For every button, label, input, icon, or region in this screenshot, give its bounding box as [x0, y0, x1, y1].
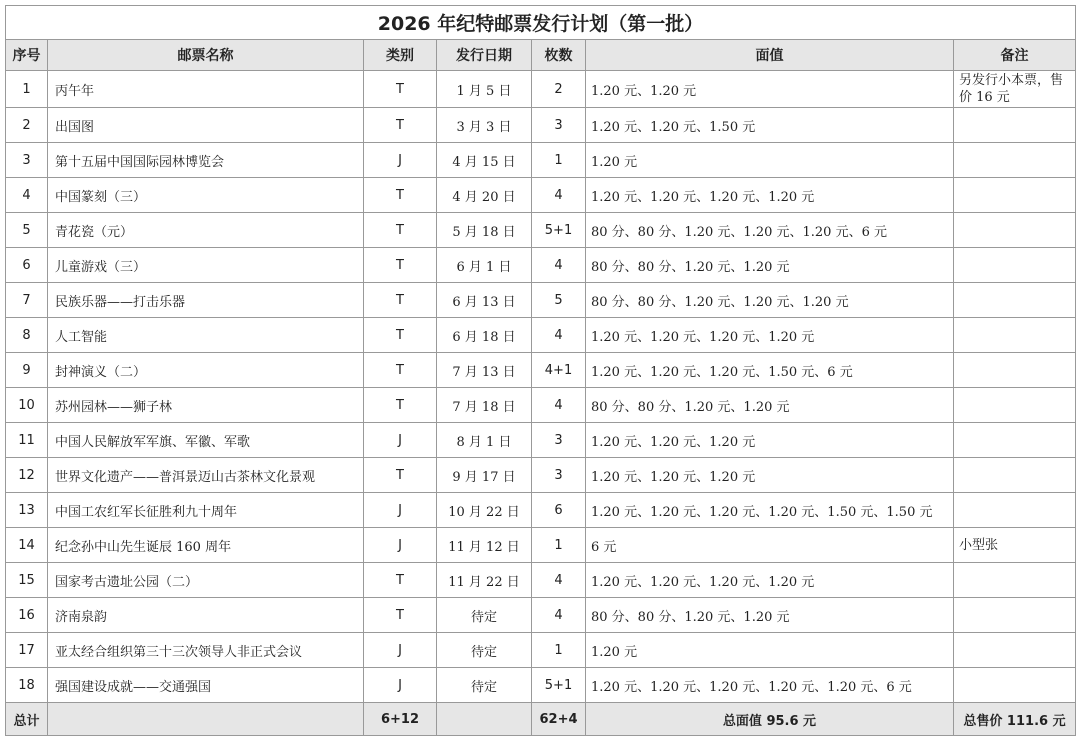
- total-label: 总计: [6, 703, 48, 736]
- table-body: [6, 71, 1076, 703]
- cell-type: T: [364, 563, 437, 598]
- table-row: [6, 493, 1076, 528]
- cell-issue-date: 7 月 18 日: [437, 388, 532, 423]
- cell-issue-date: 11 月 12 日: [437, 528, 532, 563]
- cell-face-value: 80 分、80 分、1.20 元、1.20 元: [586, 388, 954, 423]
- cell-count: 1: [532, 528, 586, 563]
- total-face-value: 总面值 95.6 元: [586, 703, 954, 736]
- cell-face-value: 1.20 元、1.20 元、1.20 元、1.20 元、1.50 元、1.50 元: [586, 493, 954, 528]
- cell-no: 11: [6, 423, 48, 458]
- table-row: [6, 178, 1076, 213]
- cell-note: 另发行小本票，售价 16 元: [954, 71, 1076, 108]
- cell-stamp-name: 丙午年: [48, 71, 364, 108]
- cell-note: [954, 248, 1076, 283]
- cell-stamp-name: 国家考古遗址公园（二）: [48, 563, 364, 598]
- cell-type: T: [364, 178, 437, 213]
- cell-no: 6: [6, 248, 48, 283]
- table-row: [6, 318, 1076, 353]
- cell-count: 6: [532, 493, 586, 528]
- cell-face-value: 80 分、80 分、1.20 元、1.20 元、1.20 元、6 元: [586, 213, 954, 248]
- cell-face-value: 1.20 元: [586, 143, 954, 178]
- cell-face-value: 1.20 元、1.20 元、1.20 元、1.20 元、1.20 元、6 元: [586, 668, 954, 703]
- cell-count: 4: [532, 388, 586, 423]
- cell-note: [954, 458, 1076, 493]
- cell-stamp-name: 中国篆刻（三）: [48, 178, 364, 213]
- cell-no: 8: [6, 318, 48, 353]
- total-row: [6, 703, 1076, 736]
- cell-note: [954, 178, 1076, 213]
- cell-type: J: [364, 668, 437, 703]
- cell-type: T: [364, 598, 437, 633]
- cell-issue-date: 待定: [437, 598, 532, 633]
- cell-no: 10: [6, 388, 48, 423]
- header-count: 枚数: [532, 40, 586, 71]
- cell-no: 15: [6, 563, 48, 598]
- cell-type: T: [364, 318, 437, 353]
- cell-note: 小型张: [954, 528, 1076, 563]
- table-row: [6, 528, 1076, 563]
- cell-no: 17: [6, 633, 48, 668]
- cell-no: 14: [6, 528, 48, 563]
- cell-count: 1: [532, 143, 586, 178]
- cell-issue-date: 11 月 22 日: [437, 563, 532, 598]
- cell-stamp-name: 中国人民解放军军旗、军徽、军歌: [48, 423, 364, 458]
- cell-face-value: 1.20 元: [586, 633, 954, 668]
- cell-note: [954, 668, 1076, 703]
- cell-issue-date: 4 月 15 日: [437, 143, 532, 178]
- header-no: 序号: [6, 40, 48, 71]
- cell-no: 3: [6, 143, 48, 178]
- cell-count: 4: [532, 318, 586, 353]
- table-row: [6, 423, 1076, 458]
- cell-count: 3: [532, 108, 586, 143]
- table-row: [6, 458, 1076, 493]
- cell-note: [954, 423, 1076, 458]
- cell-face-value: 1.20 元、1.20 元、1.20 元、1.20 元: [586, 318, 954, 353]
- cell-face-value: 80 分、80 分、1.20 元、1.20 元: [586, 598, 954, 633]
- cell-no: 13: [6, 493, 48, 528]
- cell-issue-date: 9 月 17 日: [437, 458, 532, 493]
- cell-note: [954, 318, 1076, 353]
- table-row: [6, 248, 1076, 283]
- cell-note: [954, 143, 1076, 178]
- cell-note: [954, 493, 1076, 528]
- table-row: [6, 388, 1076, 423]
- cell-type: T: [364, 388, 437, 423]
- header-type: 类别: [364, 40, 437, 71]
- cell-no: 2: [6, 108, 48, 143]
- cell-type: T: [364, 108, 437, 143]
- stamp-plan-document: [5, 5, 1075, 736]
- cell-count: 4: [532, 248, 586, 283]
- stamp-plan-table: [5, 5, 1076, 736]
- table-row: [6, 108, 1076, 143]
- cell-type: T: [364, 458, 437, 493]
- cell-issue-date: 4 月 20 日: [437, 178, 532, 213]
- header-note: 备注: [954, 40, 1076, 71]
- cell-type: J: [364, 423, 437, 458]
- cell-type: T: [364, 71, 437, 108]
- cell-stamp-name: 强国建设成就——交通强国: [48, 668, 364, 703]
- total-price: 总售价 111.6 元: [954, 703, 1076, 736]
- cell-no: 1: [6, 71, 48, 108]
- cell-count: 4: [532, 563, 586, 598]
- cell-count: 2: [532, 71, 586, 108]
- cell-issue-date: 3 月 3 日: [437, 108, 532, 143]
- cell-no: 5: [6, 213, 48, 248]
- cell-count: 4: [532, 598, 586, 633]
- cell-count: 1: [532, 633, 586, 668]
- table-row: [6, 598, 1076, 633]
- cell-stamp-name: 人工智能: [48, 318, 364, 353]
- cell-issue-date: 1 月 5 日: [437, 71, 532, 108]
- cell-face-value: 80 分、80 分、1.20 元、1.20 元、1.20 元: [586, 283, 954, 318]
- cell-issue-date: 6 月 1 日: [437, 248, 532, 283]
- cell-note: [954, 563, 1076, 598]
- cell-stamp-name: 亚太经合组织第三十三次领导人非正式会议: [48, 633, 364, 668]
- cell-count: 3: [532, 423, 586, 458]
- cell-note: [954, 213, 1076, 248]
- cell-type: T: [364, 248, 437, 283]
- table-row: [6, 143, 1076, 178]
- cell-type: T: [364, 353, 437, 388]
- cell-face-value: 80 分、80 分、1.20 元、1.20 元: [586, 248, 954, 283]
- cell-count: 4+1: [532, 353, 586, 388]
- total-name-cell: [48, 703, 364, 736]
- cell-issue-date: 10 月 22 日: [437, 493, 532, 528]
- total-count: 62+4: [532, 703, 586, 736]
- cell-count: 3: [532, 458, 586, 493]
- cell-count: 5+1: [532, 213, 586, 248]
- table-row: [6, 213, 1076, 248]
- cell-count: 5: [532, 283, 586, 318]
- cell-stamp-name: 世界文化遗产——普洱景迈山古茶林文化景观: [48, 458, 364, 493]
- cell-stamp-name: 第十五届中国国际园林博览会: [48, 143, 364, 178]
- cell-type: T: [364, 283, 437, 318]
- cell-face-value: 1.20 元、1.20 元、1.20 元: [586, 458, 954, 493]
- cell-stamp-name: 儿童游戏（三）: [48, 248, 364, 283]
- table-row: [6, 283, 1076, 318]
- table-row: [6, 563, 1076, 598]
- cell-note: [954, 598, 1076, 633]
- cell-face-value: 1.20 元、1.20 元、1.20 元、1.20 元: [586, 178, 954, 213]
- table-row: [6, 71, 1076, 108]
- header-face-value: 面值: [586, 40, 954, 71]
- cell-issue-date: 6 月 13 日: [437, 283, 532, 318]
- cell-issue-date: 6 月 18 日: [437, 318, 532, 353]
- cell-face-value: 1.20 元、1.20 元: [586, 71, 954, 108]
- cell-issue-date: 7 月 13 日: [437, 353, 532, 388]
- table-row: [6, 353, 1076, 388]
- cell-stamp-name: 民族乐器——打击乐器: [48, 283, 364, 318]
- cell-no: 9: [6, 353, 48, 388]
- cell-note: [954, 283, 1076, 318]
- cell-issue-date: 待定: [437, 668, 532, 703]
- cell-type: J: [364, 493, 437, 528]
- table-row: [6, 668, 1076, 703]
- total-type: 6+12: [364, 703, 437, 736]
- header-date: 发行日期: [437, 40, 532, 71]
- cell-no: 12: [6, 458, 48, 493]
- table-header-row: [6, 40, 1076, 71]
- cell-no: 4: [6, 178, 48, 213]
- header-name: 邮票名称: [48, 40, 364, 71]
- cell-note: [954, 353, 1076, 388]
- cell-stamp-name: 青花瓷（元）: [48, 213, 364, 248]
- table-row: [6, 633, 1076, 668]
- cell-note: [954, 388, 1076, 423]
- cell-count: 4: [532, 178, 586, 213]
- cell-stamp-name: 苏州园林——狮子林: [48, 388, 364, 423]
- cell-face-value: 1.20 元、1.20 元、1.20 元: [586, 423, 954, 458]
- cell-type: J: [364, 528, 437, 563]
- cell-stamp-name: 封神演义（二）: [48, 353, 364, 388]
- cell-count: 5+1: [532, 668, 586, 703]
- cell-face-value: 1.20 元、1.20 元、1.20 元、1.50 元、6 元: [586, 353, 954, 388]
- cell-issue-date: 待定: [437, 633, 532, 668]
- cell-no: 7: [6, 283, 48, 318]
- cell-stamp-name: 纪念孙中山先生诞辰 160 周年: [48, 528, 364, 563]
- cell-face-value: 6 元: [586, 528, 954, 563]
- cell-face-value: 1.20 元、1.20 元、1.50 元: [586, 108, 954, 143]
- cell-stamp-name: 出国图: [48, 108, 364, 143]
- cell-issue-date: 8 月 1 日: [437, 423, 532, 458]
- page-title: 2026 年纪特邮票发行计划（第一批）: [6, 6, 1076, 40]
- total-date-cell: [437, 703, 532, 736]
- cell-stamp-name: 济南泉韵: [48, 598, 364, 633]
- cell-no: 18: [6, 668, 48, 703]
- cell-stamp-name: 中国工农红军长征胜利九十周年: [48, 493, 364, 528]
- cell-face-value: 1.20 元、1.20 元、1.20 元、1.20 元: [586, 563, 954, 598]
- cell-type: J: [364, 143, 437, 178]
- cell-note: [954, 633, 1076, 668]
- cell-issue-date: 5 月 18 日: [437, 213, 532, 248]
- cell-type: T: [364, 213, 437, 248]
- cell-no: 16: [6, 598, 48, 633]
- cell-type: J: [364, 633, 437, 668]
- cell-note: [954, 108, 1076, 143]
